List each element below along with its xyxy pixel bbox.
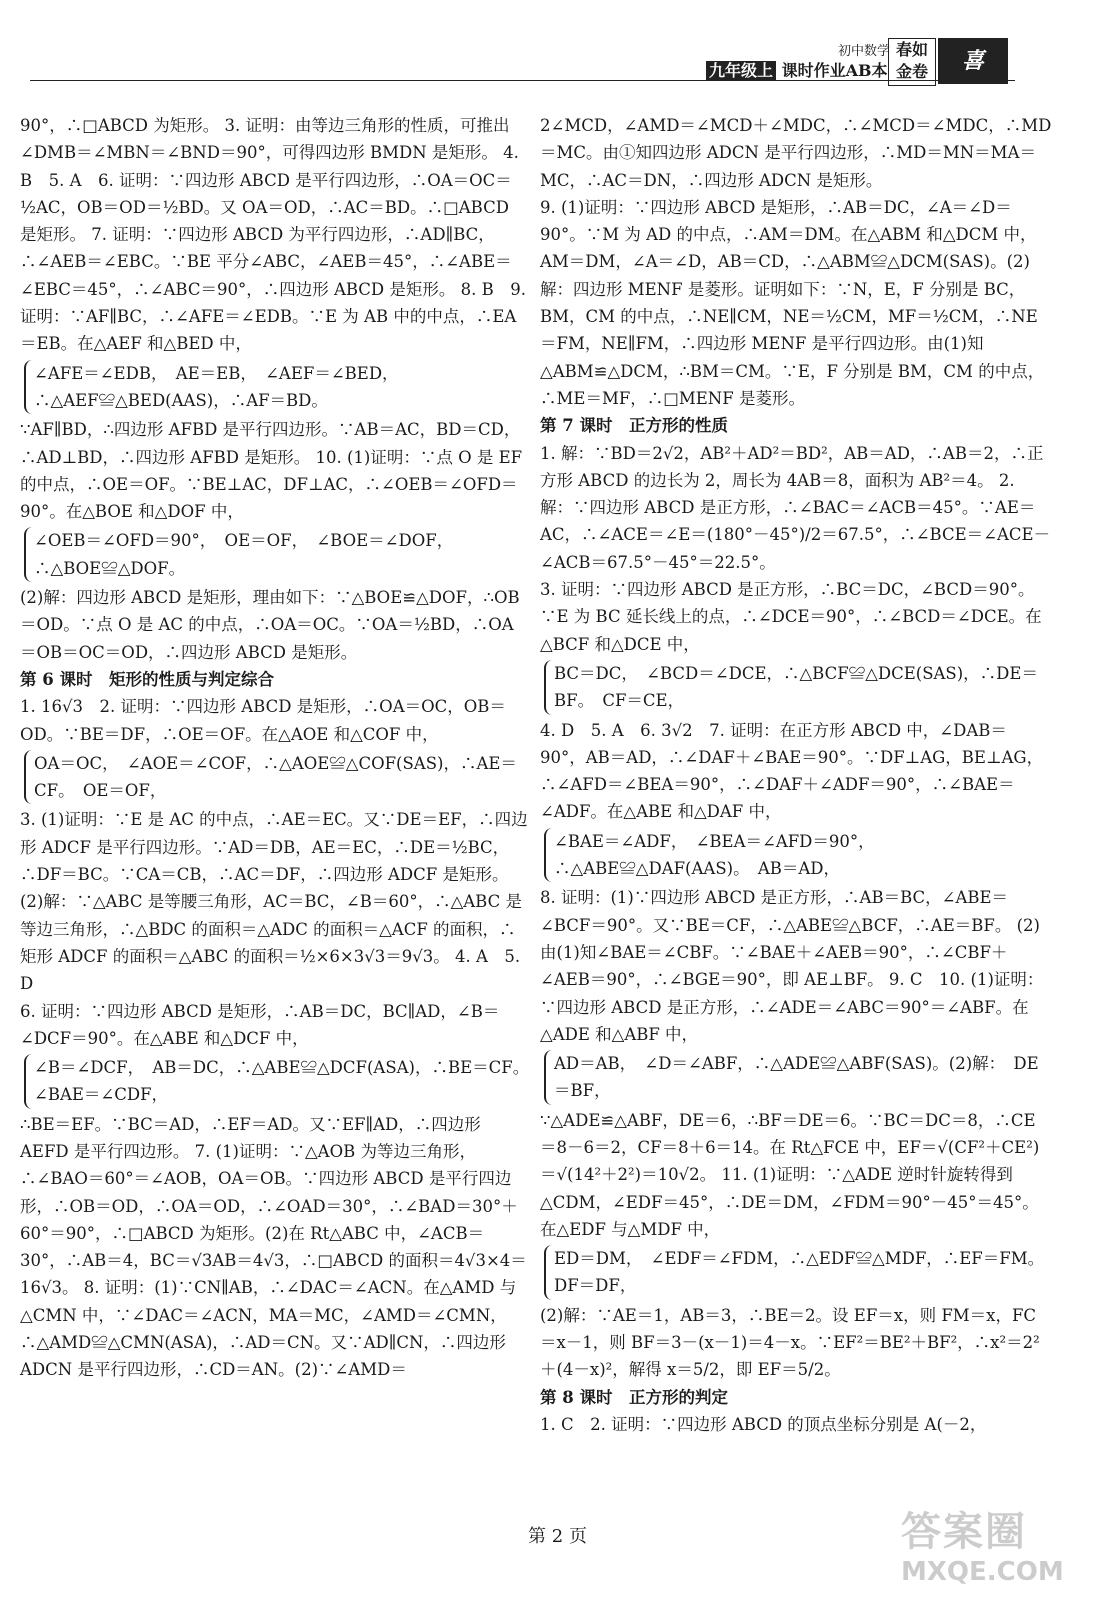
equation-system: AD＝AB， ∠D＝∠ABF，∴△ADE≌△ABF(SAS)。(2)解： DE＝BF， <box>544 1050 1052 1105</box>
answer-paragraph: 8. 证明：(1)∵四边形 ABCD 是正方形，∴AB＝BC，∠ABE＝∠BCF＝90°。又∵BE＝CF，∴△ABE≌△BCF，∴AE＝BF。 (2)由(1)知∠BAE＝∠CBF。∵∠BAE＋∠AEB＝90°，∴∠CBF＋∠AEB＝90°，∴∠BGE＝90°，即 AE⊥BF。 9. C 10. (1)证明：∵四边形 ABCD 是正方形，∴∠ADE＝∠ABC＝90°＝∠ABF。在△ADE 和△ABF 中， <box>540 888 1044 1044</box>
answer-paragraph: 6. 证明：∵四边形 ABCD 是矩形，∴AB＝DC，BC∥AD，∠B＝∠DCF＝90°。在△ABE 和△DCF 中， <box>20 1001 500 1048</box>
equation-system: OA＝OC， ∠AOE＝∠COF，∴△AOE≌△COF(SAS)，∴AE＝CF。 OE＝OF， <box>24 750 528 805</box>
equation-system: ∠OEB＝∠OFD＝90°， OE＝OF， ∠BOE＝∠DOF，∴△BOE≌△DOF。 <box>24 527 528 582</box>
grade-badge: 九年级上 <box>706 61 776 80</box>
book-title <box>706 58 888 81</box>
answer-paragraph: ∵AF∥BD，∴四边形 AFBD 是平行四边形。∵AB＝AC，BD＝CD，∴AD⊥BD，∴四边形 AFBD 是矩形。 10. (1)证明：∵点 O 是 EF 的中点，∴OE＝OF。∵BE⊥AC，DF⊥AC，∴∠OEB＝∠OFD＝90°。在△BOE 和△DOF 中， <box>20 420 523 522</box>
page-number: 第 2 页 <box>528 1526 587 1547</box>
equation-system: ∠B＝∠DCF， AB＝DC，∴△ABE≌△DCF(ASA)，∴BE＝CF。 ∠BAE＝∠CDF， <box>24 1054 528 1109</box>
section-heading: 第 6 课时 矩形的性质与判定综合 <box>20 669 274 689</box>
answer-paragraph: (2)解：∵AE＝1，AB＝3，∴BE＝2。设 EF＝x，则 FM＝x，FC＝x－1，则 BF＝3－(x－1)＝4－x。∵EF²＝BE²＋BF²，∴x²＝2²＋(4－x)²，解得 x＝5/2，即 EF＝5/2。 <box>540 1305 1040 1380</box>
answer-paragraph: 1. 解：∵BD＝2√2，AB²＋AD²＝BD²，AB＝AD，∴AB＝2，∴正方形 ABCD 的边长为 2，周长为 4AB＝8，面积为 AB²＝4。 2. 解：∵四边形 ABCD 是正方形，∴∠BAC＝∠ACB＝45°。∵AE＝AC，∴∠ACE＝∠E＝(180°－45°)/2＝67.5°，∴∠BCE＝∠ACE－∠ACB＝67.5°－45°＝22.5°。 <box>540 443 1051 572</box>
answer-paragraph: 90°，∴□ABCD 为矩形。 3. 证明：由等边三角形的性质，可推出∠DMB＝∠MBN＝∠BND＝90°，可得四边形 BMDN 是矩形。 4. B 5. A 6. 证明：∵四边形 ABCD 是平行四边形，∴OA＝OC＝½AC，OB＝OD＝½BD。又 OA＝OD，∴AC＝BD。∴□ABCD 是矩形。 7. 证明：∵四边形 ABCD 为平行四边形，∴AD∥BC，∴∠AEB＝∠EBC。∵BE 平分∠ABC，∠AEB＝45°，∴∠ABE＝∠EBC＝45°，∴∠ABC＝90°，∴四边形 ABCD 是矩形。 8. B 9. 证明：∵AF∥BC，∴∠AFE＝∠EDB。∵E 为 AB 中的中点，∴EA＝EB。在△AEF 和△BED 中， <box>20 116 527 354</box>
equation-system: BC＝DC， ∠BCD＝∠DCE，∴△BCF≌△DCE(SAS)，∴DE＝BF。 CF＝CE， <box>544 660 1052 715</box>
answer-paragraph: ∴BE＝EF。∵BC＝AD，∴EF＝AD。又∵EF∥AD，∴四边形 AEFD 是平行四边形。 7. (1)证明：∵△AOB 为等边三角形，∴∠BAO＝60°＝∠AOB，OA＝OB。∵四边形 ABCD 是平行四边形，∴OB＝OD，∴OA＝OD，∴∠OAD＝30°，∴∠BAD＝30°＋60°＝90°，∴□ABCD 为矩形。(2)在 Rt△ABC 中，∠ACB＝30°，∴AB＝4，BC＝√3AB＝4√3，∴□ABCD 的面积＝4√3×4＝16√3。 8. 证明：(1)∵CN∥AB，∴∠DAC＝∠ACN。在△AMD 与△CMN 中，∵∠DAC＝∠ACN，MA＝MC，∠AMD＝∠CMN，∴△AMD≌△CMN(ASA)，∴AD＝CN。又∵AD∥CN，∴四边形 ADCN 是平行四边形，∴CD＝AN。(2)∵∠AMD＝ <box>20 1114 527 1380</box>
page-header <box>0 0 1115 100</box>
watermark-logo: 答案圈 <box>901 1509 1027 1555</box>
answer-paragraph: 9. (1)证明：∵四边形 ABCD 是矩形，∴AB＝DC，∠A＝∠D＝90°。∵M 为 AD 的中点，∴AM＝DM。在△ABM 和△DCM 中，AM＝DM，∠A＝∠D，AB＝CD，∴△ABM≌△DCM(SAS)。(2)解：四边形 MENF 是菱形。证明如下：∵N，E，F 分别是 BC，BM，CM 的中点，∴NE∥CM，NE＝½CM，MF＝½CM，∴NE＝FM，NE∥FM，∴四边形 MENF 是平行四边形。由(1)知△ABM≌△DCM，∴BM＝CM。∵E，F 分别是 BM，CM 的中点，∴ME＝MF，∴□MENF 是菱形。 <box>540 197 1045 408</box>
watermark <box>901 1500 1101 1592</box>
answer-paragraph: ∵△ADE≌△ABF，DE＝6，∴BF＝DE＝6。∵BC＝DC＝8，∴CE＝8－6＝2，CF＝8＋6＝14。在 Rt△FCE 中，EF＝√(CF²＋CE²)＝√(14²＋2²)＝10√2。 11. (1)证明：∵△ADE 逆时针旋转得到△CDM，∠EDF＝45°，∴DE＝DM，∠FDM＝90°－45°＝45°。在△EDF 与△MDF 中， <box>540 1110 1040 1239</box>
subject-label: 初中数学 <box>838 44 891 59</box>
answer-paragraph: 3. 证明：∵四边形 ABCD 是正方形，∴BC＝DC，∠BCD＝90°。∵E 为 BC 延长线上的点，∴∠DCE＝90°，∴∠BCD＝∠DCE。在△BCF 和△DCE 中， <box>540 580 1042 654</box>
answer-paragraph: 1. 16√3 2. 证明：∵四边形 ABCD 是矩形，∴OA＝OC，OB＝OD。∵BE＝DF，∴OE＝OF。在△AOE 和△COF 中， <box>20 697 506 744</box>
section-heading: 第 8 课时 正方形的判定 <box>540 1387 728 1407</box>
book-name: 课时作业AB本 <box>781 61 888 80</box>
equation-system: ED＝DM， ∠EDF＝∠FDM，∴△EDF≌△MDF，∴EF＝FM。 DF＝DF， <box>544 1245 1052 1300</box>
answer-paragraph: 1. C 2. 证明：∵四边形 ABCD 的顶点坐标分别是 A(－2， <box>540 1414 987 1434</box>
answer-paragraph: 2∠MCD，∠AMD＝∠MCD＋∠MDC，∴∠MCD＝∠MDC，∴MD＝MC。由①知四边形 ADCN 是平行四边形，∴MD＝MN＝MA＝MC，∴AC＝DN，∴四边形 ADCN 是矩形。 <box>540 116 1052 190</box>
equation-system: ∠BAE＝∠ADF， ∠BEA＝∠AFD＝90°，∴△ABE≌△DAF(AAS)。 AB＝AD， <box>544 828 1052 883</box>
left-column <box>20 112 538 1384</box>
brand-logo: 喜 <box>938 38 1008 84</box>
watermark-url: MXQE.COM <box>901 1557 1064 1587</box>
equation-system: ∠AFE＝∠EDB， AE＝EB， ∠AEF＝∠BED，∴△AEF≌△BED(AAS)，∴AF＝BD。 <box>24 360 528 415</box>
answer-paragraph: 4. D 5. A 6. 3√2 7. 证明：在正方形 ABCD 中，∠DAB＝90°，AB＝AD，∴∠DAF＋∠BAE＝90°。∵DF⊥AG，BE⊥AG，∴∠AFD＝∠BEA＝90°，∴∠DAF＋∠ADF＝90°，∴∠BAE＝∠ADF。在△ABE 和△DAF 中， <box>540 720 1044 822</box>
answer-paragraph: (2)解：四边形 ABCD 是矩形，理由如下：∵△BOE≌△DOF，∴OB＝OD。∵点 O 是 AC 的中点，∴OA＝OC。∵OA＝½BD，∴OA＝OB＝OC＝OD，∴四边形 ABCD 是矩形。 <box>20 588 520 662</box>
header-rule <box>30 80 1015 81</box>
right-column <box>540 112 1052 1438</box>
series-box: 春如金卷 <box>888 38 936 86</box>
answer-paragraph: 3. (1)证明：∵E 是 AC 的中点，∴AE＝EC。又∵DE＝EF，∴四边形 ADCF 是平行四边形。∵AD＝DB，AE＝EC，∴DE＝½BC，∴DF＝BC。∵CA＝CB，∴AC＝DF，∴四边形 ADCF 是矩形。(2)解：∵△ABC 是等腰三角形，AC＝BC，∠B＝60°，∴△ABC 是等边三角形，∴△BDC 的面积＝△ADC 的面积＝△ACF 的面积，∴矩形 ADCF 的面积＝△ABC 的面积＝½×6×3√3＝9√3。 4. A 5. D <box>20 810 528 994</box>
section-heading: 第 7 课时 正方形的性质 <box>540 416 728 436</box>
